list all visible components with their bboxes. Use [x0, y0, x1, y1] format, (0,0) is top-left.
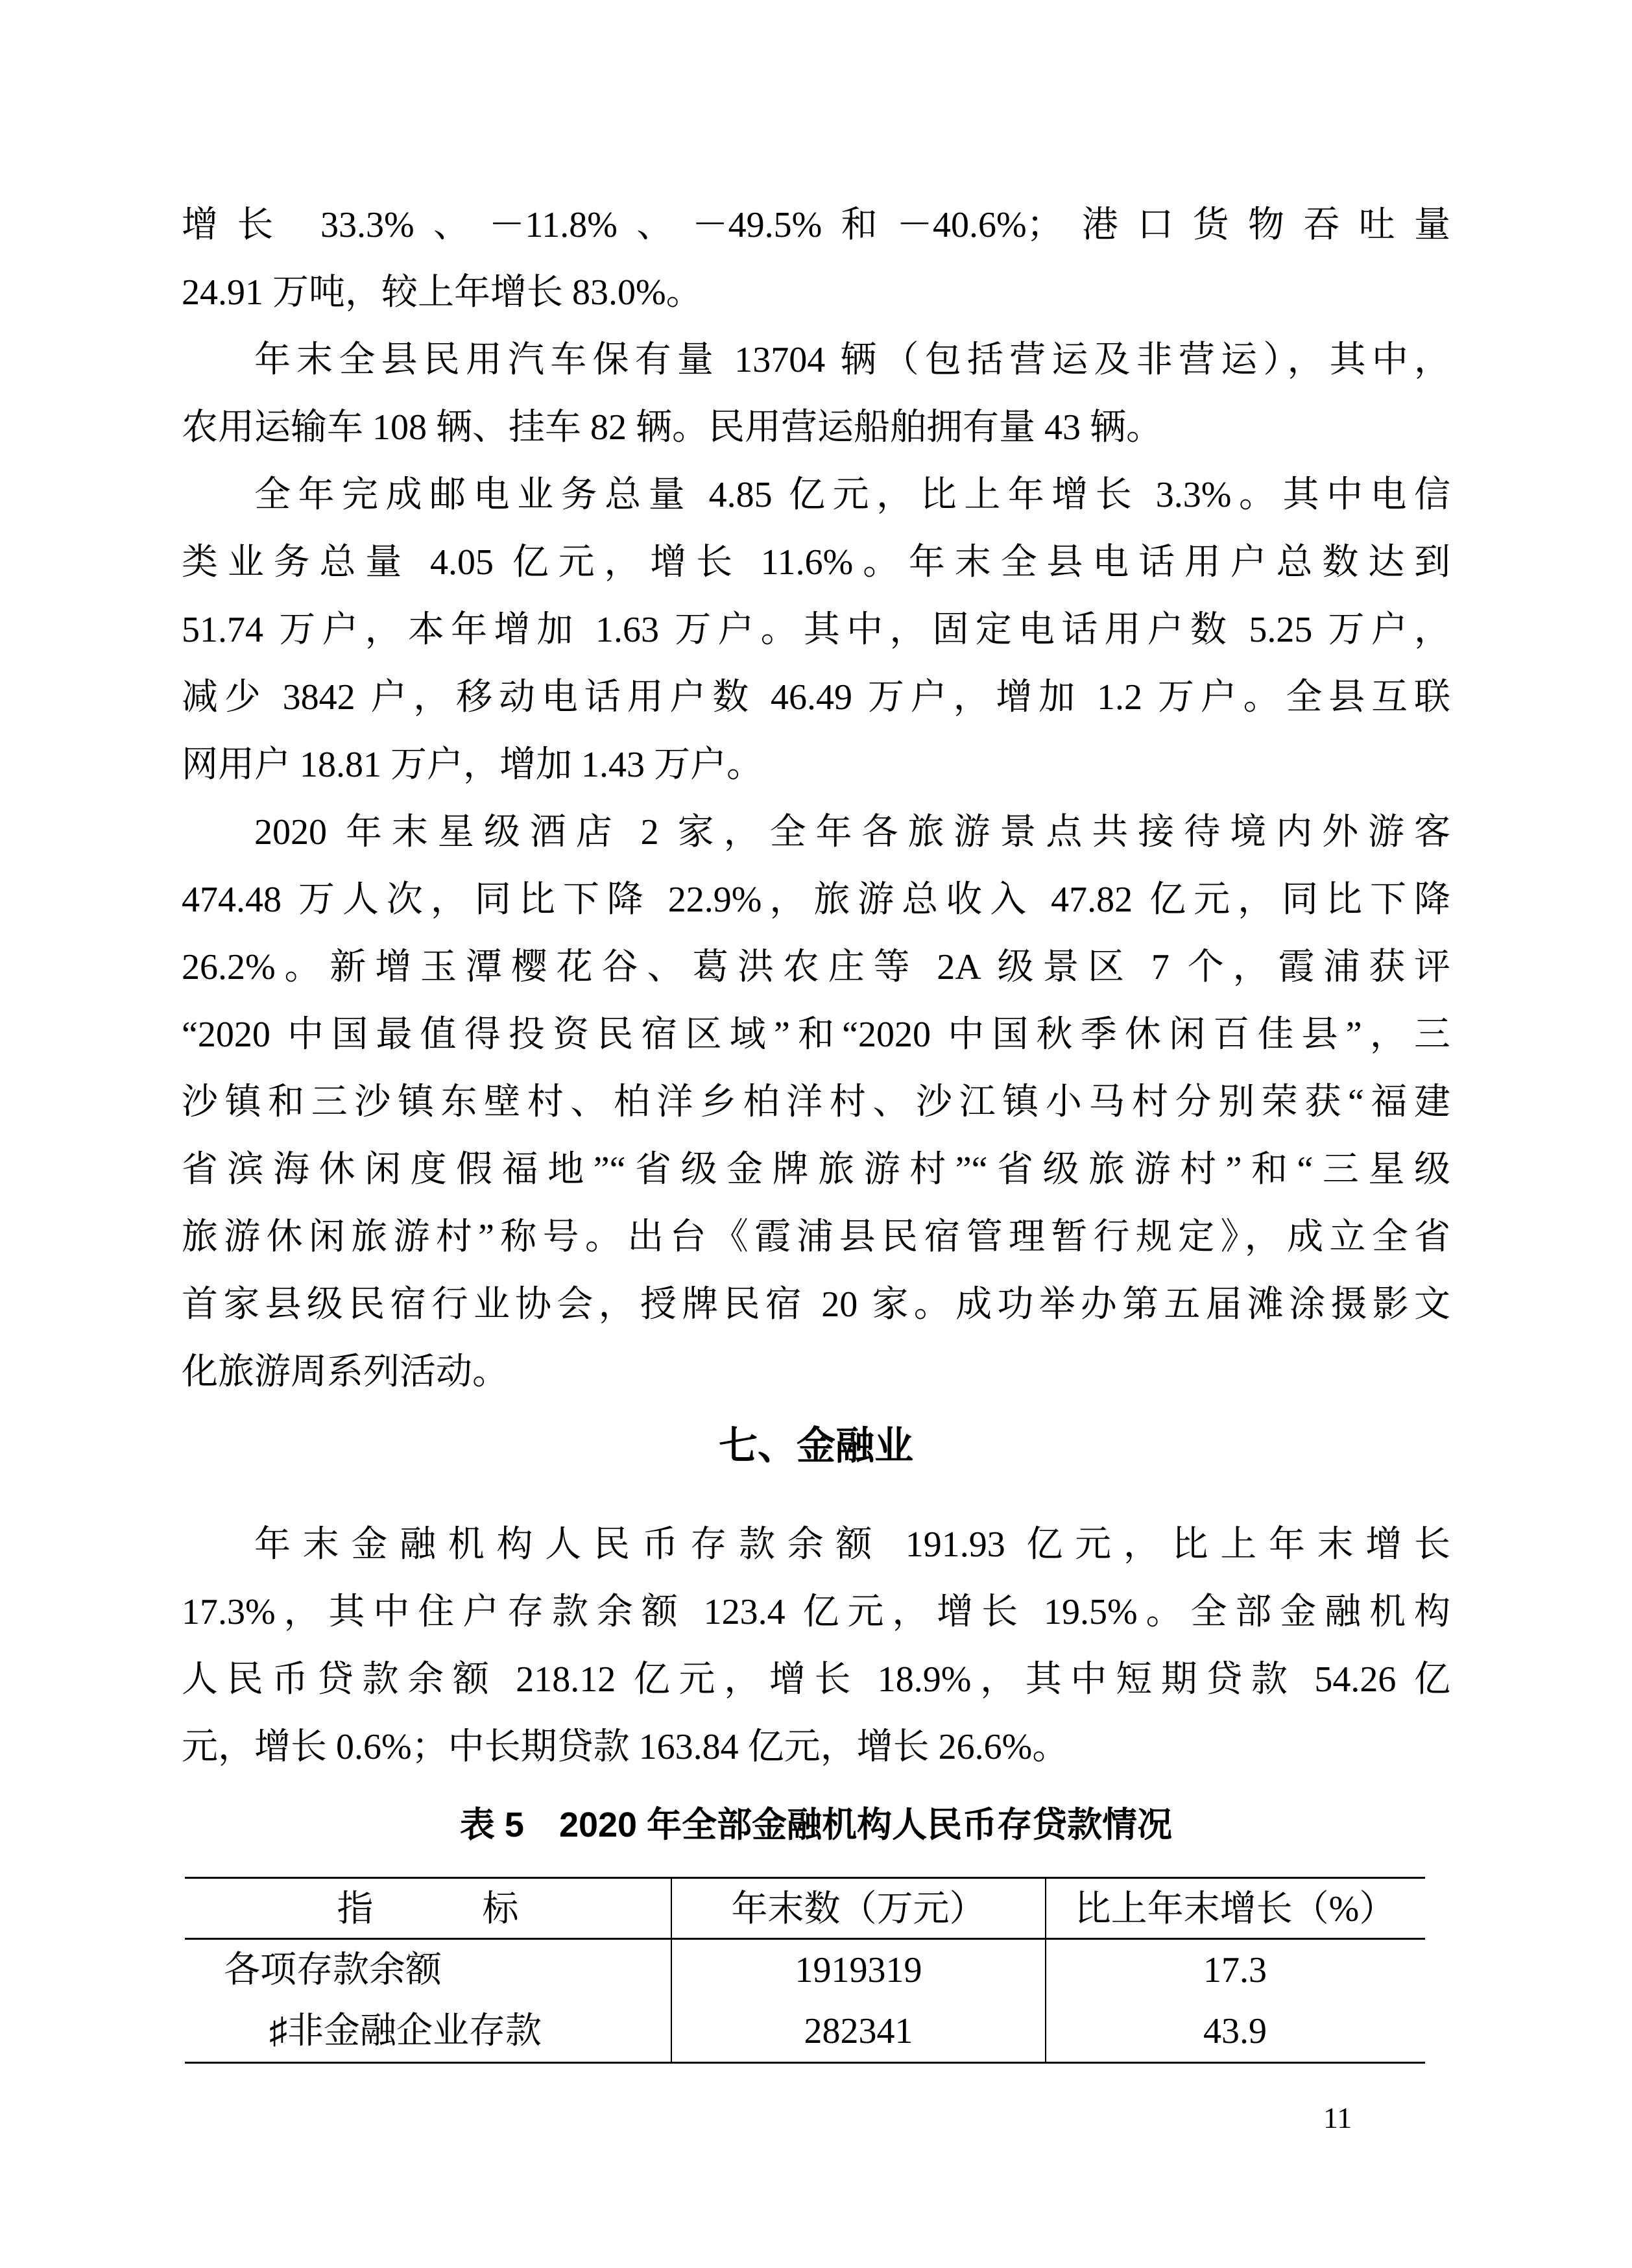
cell-value-yearend: 1919319: [672, 1940, 1046, 2001]
body-line: 减少 3842 户，移动电话用户数 46.49 万户，增加 1.2 万户。全县互联: [182, 677, 1450, 718]
header-cell-yearend: 年末数（万元）: [672, 1879, 1046, 1940]
page-content: [182, 191, 1450, 2064]
cell-indicator: ♯非金融企业存款: [185, 2001, 672, 2062]
body-line: 26.2%。新增玉潭樱花谷、葛洪农庄等 2A 级景区 7 个，霞浦获评: [182, 947, 1450, 987]
section-heading: 七、金融业: [719, 1424, 913, 1467]
text-sections: [182, 191, 1450, 1781]
body-line: 增长 33.3%、－11.8%、－49.5%和－40.6%；港口货物吞吐量: [182, 205, 1450, 245]
body-line: 化旅游周系列活动。: [182, 1352, 509, 1392]
body-line: 沙镇和三沙镇东壁村、柏洋乡柏洋村、沙江镇小马村分别荣获“福建: [182, 1082, 1450, 1122]
table-caption: 表 5 2020 年全部金融机构人民币存贷款情况: [459, 1805, 1173, 1844]
header-cell-indicator: 指 标: [185, 1879, 672, 1940]
body-line: 年末金融机构人民币存款余额 191.93 亿元，比上年末增长: [254, 1525, 1450, 1565]
table-row: [185, 1940, 1425, 2001]
body-line: 2020 年末星级酒店 2 家，全年各旅游景点共接待境内外游客: [254, 812, 1450, 852]
body-line: 农用运输车 108 辆、挂车 82 辆。民用营运船舶拥有量 43 辆。: [182, 407, 1162, 448]
table-row: [185, 2001, 1425, 2062]
body-line: “2020 中国最值得投资民宿区域”和“2020 中国秋季休闲百佳县”，三: [182, 1015, 1450, 1055]
body-line: 年末全县民用汽车保有量 13704 辆（包括营运及非营运），其中，: [254, 340, 1450, 380]
body-line: 元，增长 0.6%；中长期贷款 163.84 亿元，增长 26.6%。: [182, 1727, 1069, 1767]
table-body: [185, 1940, 1425, 2062]
body-line: 类业务总量 4.05 亿元，增长 11.6%。年末全县电话用户总数达到: [182, 542, 1450, 583]
table-header-row: [185, 1879, 1425, 1940]
cell-value-growth: 17.3: [1203, 1950, 1267, 1990]
body-line: 人民币贷款余额 218.12 亿元，增长 18.9%，其中短期贷款 54.26 亿: [182, 1659, 1450, 1700]
cell-value-growth: 43.9: [1203, 2011, 1267, 2051]
body-line: 474.48 万人次，同比下降 22.9%，旅游总收入 47.82 亿元，同比下降: [182, 880, 1450, 920]
body-line: 全年完成邮电业务总量 4.85 亿元，比上年增长 3.3%。其中电信: [254, 475, 1450, 515]
body-line: 旅游休闲旅游村”称号。出台《霞浦县民宿管理暂行规定》，成立全省: [182, 1217, 1450, 1257]
cell-value-yearend: 282341: [672, 2001, 1046, 2062]
body-line: 网用户 18.81 万户，增加 1.43 万户。: [182, 745, 763, 785]
body-line: 51.74 万户，本年增加 1.63 万户。其中，固定电话用户数 5.25 万户，: [182, 610, 1450, 650]
cell-indicator: 各项存款余额: [185, 1940, 672, 2001]
page-number: 11: [1323, 2101, 1352, 2134]
deposits-loans-table: [185, 1877, 1425, 2064]
body-line: 省滨海休闲度假福地”“省级金牌旅游村”“省级旅游村”和“三星级: [182, 1150, 1450, 1190]
body-line: 24.91 万吨，较上年增长 83.0%。: [182, 272, 702, 313]
header-cell-growth: 比上年末增长（%）: [1074, 1889, 1396, 1929]
body-line: 首家县级民宿行业协会，授牌民宿 20 家。成功举办第五届滩涂摄影文: [182, 1285, 1450, 1325]
body-line: 17.3%，其中住户存款余额 123.4 亿元，增长 19.5%。全部金融机构: [182, 1592, 1450, 1632]
